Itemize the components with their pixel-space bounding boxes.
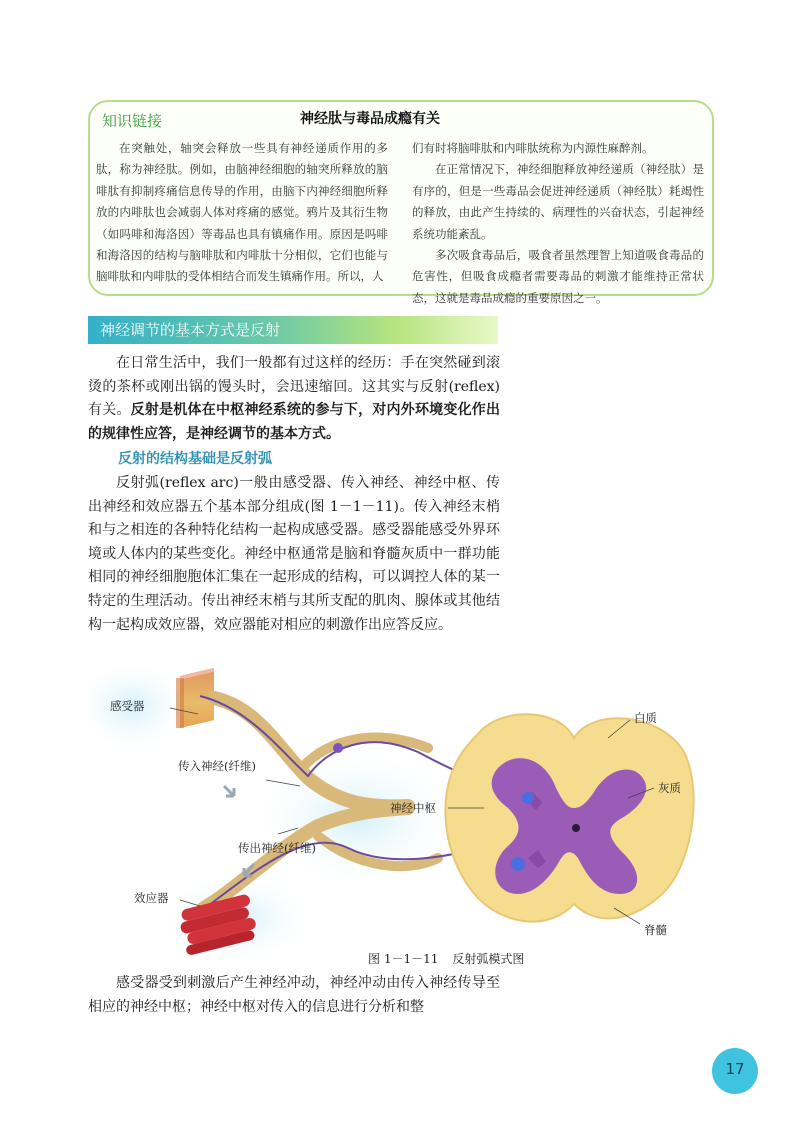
knowledge-paragraph: 多次吸食毒品后，吸食者虽然理智上知道吸食毒品的危害性，但吸食成瘾者需要毒品的刺激才能维持正常状态，这就是毒品成瘾的重要原因之一。 <box>412 248 704 305</box>
label-receptor: 感受器 <box>110 699 145 713</box>
afferent-arrow-icon <box>224 786 234 796</box>
paragraph-text: 在日常生活中，我们一般都有过这样的经历：手在突然碰到滚烫的茶杯或刚出锅的馒头时，会迅速缩回。这其实与反射(reflex)有关。 <box>88 355 500 419</box>
knowledge-link-label: 知识链接 <box>102 112 163 130</box>
knowledge-right-column <box>412 138 704 309</box>
figure-caption <box>368 950 538 967</box>
label-white-matter: 白质 <box>634 711 657 725</box>
knowledge-paragraph: 在正常情况下，神经细胞释放神经递质（神经肽）是有序的，但是一些毒品会促进神经递质（神经肽）耗竭性的释放，由此产生持续的、病理性的兴奋状态，引起神经系统功能紊乱。 <box>412 162 704 241</box>
ganglion-cell <box>333 743 343 753</box>
section-title: 神经调节的基本方式是反射 <box>100 321 281 339</box>
paragraph-reflex-process: 感受器受到刺激后产生神经冲动，神经冲动由传入神经传导至相应的神经中枢；神经中枢对传入的信息进行分析和整 <box>88 975 500 1015</box>
label-gray-matter: 灰质 <box>658 781 681 795</box>
knowledge-box-title: 神经肽与毒品成瘾有关 <box>300 111 440 127</box>
knowledge-left-column <box>96 138 388 288</box>
central-canal <box>572 824 580 832</box>
page-number: 17 <box>725 1060 745 1078</box>
subheading-reflex-arc: 反射的结构基础是反射弧 <box>118 451 272 467</box>
knowledge-paragraph: 们有时将脑啡肽和内啡肽统称为内源性麻醉剂。 <box>412 141 654 155</box>
knowledge-paragraph: 在突触处，轴突会释放一些具有神经递质作用的多肽，称为神经肽。例如，由脑神经细胞的轴突所释放的脑啡肽有抑制疼痛信息传导的作用，由脑下内神经细胞所释放的内啡肽也会减弱人体对疼痛的感觉。鸦片及其衍生物（如吗啡和海洛因）等毒品也具有镇痛作用。原因是吗啡和海洛因的结构与脑啡肽和内啡肽十分相似，它们也能与脑啡肽和内啡肽的受体相结合而发生镇痛作用。所以，人 <box>96 141 388 284</box>
motor-neuron <box>511 857 525 871</box>
label-spinal-cord: 脊髓 <box>644 923 667 937</box>
paragraph-reflex-arc: 反射弧(reflex arc)一般由感受器、传入神经、神经中枢、传出神经和效应器五个基本部分组成(图 1－1－11)。传入神经末梢和与之相连的各种特化结构一起构成感受器。感受器能感受外界环境或人体内的某些变化。神经中枢通常是脑和脊髓灰质中一群功能相同的神经细胞胞体汇集在一起形成的结构，可以调控人体的某一特定的生理活动。传出神经末梢与其所支配的肌肉、腺体或其他结构一起构成效应器，效应器能对相应的刺激作出应答反应。 <box>88 475 500 633</box>
figure-caption-text: 反射弧模式图 <box>452 952 525 966</box>
reflex-arc-figure <box>88 668 700 960</box>
label-efferent-nerve: 传出神经(纤维) <box>238 841 316 855</box>
label-afferent-nerve: 传入神经(纤维) <box>178 759 256 773</box>
figure-number: 图 1－1－11 <box>368 952 439 966</box>
label-nerve-center: 神经中枢 <box>390 801 436 815</box>
paragraph-reflex-intro <box>88 352 500 446</box>
reflex-definition: 反射是机体在中枢神经系统的参与下，对内外环境变化作出的规律性应答，是神经调节的基本方式。 <box>88 402 501 442</box>
interneuron <box>522 792 534 804</box>
label-effector: 效应器 <box>134 891 169 905</box>
